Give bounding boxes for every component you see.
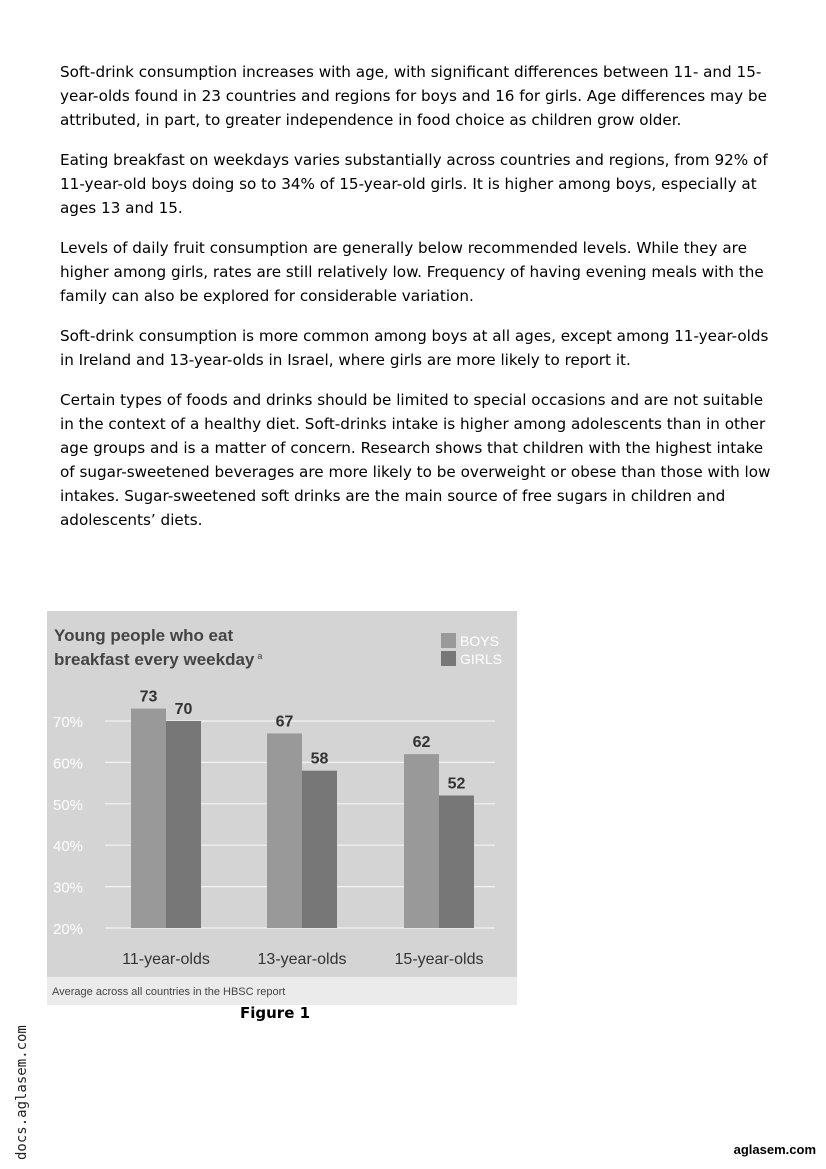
- chart-title-line-2: [54, 650, 262, 669]
- breakfast-chart: [47, 611, 517, 1005]
- bar-boys-3: [404, 754, 439, 928]
- legend-swatch-boys: [441, 633, 456, 648]
- paragraph-fruit: Levels of daily fruit consumption are generally below recommended levels. While they are higher among girls, rates are still relatively low. Frequency of having evening meals with the family can also be explored for considerable variation.: [60, 239, 764, 305]
- corner-watermark: aglasem.com: [733, 1142, 816, 1157]
- figure-caption: Figure 1: [240, 1004, 311, 1022]
- data-label-girls-1: 70: [174, 701, 193, 718]
- chart-title-superscript: a: [257, 651, 263, 661]
- legend-swatch-girls: [441, 651, 456, 666]
- category-label-1: 11-year-olds: [122, 951, 210, 968]
- paragraph-soft-drink-age: Soft-drink consumption increases with age, with significant differences between 11- and 15-year-olds found in 23 countries and regions for boys and 16 for girls. Age differences may be attributed, in part, to greater independence in food choice as children grow older.: [60, 63, 767, 129]
- y-tick-label-30: 30%: [53, 879, 84, 897]
- data-label-boys-3: 62: [412, 734, 431, 752]
- chart-title-line-1: Young people who eat: [54, 626, 234, 645]
- chart-footnote: Average across all countries in the HBSC report: [52, 986, 286, 998]
- side-watermark: docs.aglasem.com: [14, 1025, 30, 1160]
- bar-girls-2: [302, 771, 337, 928]
- chart-title-line-2-text: breakfast every weekday: [54, 650, 255, 669]
- x-axis-categories: [122, 951, 483, 968]
- bar-boys-2: [267, 733, 302, 928]
- y-tick-label-70: 70%: [53, 714, 84, 731]
- data-label-girls-3: 52: [447, 775, 466, 793]
- data-label-girls-2: 58: [310, 750, 329, 768]
- legend-label-boys: BOYS: [460, 633, 499, 649]
- chart-canvas: [47, 611, 517, 1005]
- paragraph-soft-drink-gender: Soft-drink consumption is more common among boys at all ages, except among 11-year-olds in Ireland and 13-year-olds in Israel, where girls are more likely to report it.: [60, 327, 769, 369]
- bar-boys-1: [131, 709, 166, 928]
- y-tick-label-20: 20%: [53, 921, 84, 938]
- category-label-3: 15-year-olds: [394, 951, 484, 968]
- paragraph-healthy-diet: Certain types of foods and drinks should be limited to special occasions and are not suitable in the context of a healthy diet. Soft-drinks intake is higher among adolescents than in other age groups and is a matter of concern. Research shows that children with the highest intake of sugar-sweetened beverages are more likely to be overweight or obese than those with low intakes. Sugar-sweetened soft drinks are the main source of free sugars in children and adolescents’ diets.: [60, 391, 771, 529]
- paragraph-breakfast: Eating breakfast on weekdays varies substantially across countries and regions, from 92% of 11-year-old boys doing so to 34% of 15-year-old girls. It is higher among boys, especially at ages 13 and 15.: [60, 151, 768, 217]
- y-tick-label-50: 50%: [53, 796, 84, 814]
- category-label-2: 13-year-olds: [257, 951, 347, 968]
- y-tick-label-40: 40%: [53, 838, 84, 856]
- data-label-boys-1: 73: [139, 688, 158, 706]
- bar-girls-1: [166, 721, 201, 928]
- body-text: [60, 60, 772, 548]
- legend-label-girls: GIRLS: [460, 651, 503, 667]
- bar-girls-3: [439, 796, 474, 928]
- data-label-boys-2: 67: [275, 713, 294, 731]
- y-tick-label-60: 60%: [53, 755, 84, 773]
